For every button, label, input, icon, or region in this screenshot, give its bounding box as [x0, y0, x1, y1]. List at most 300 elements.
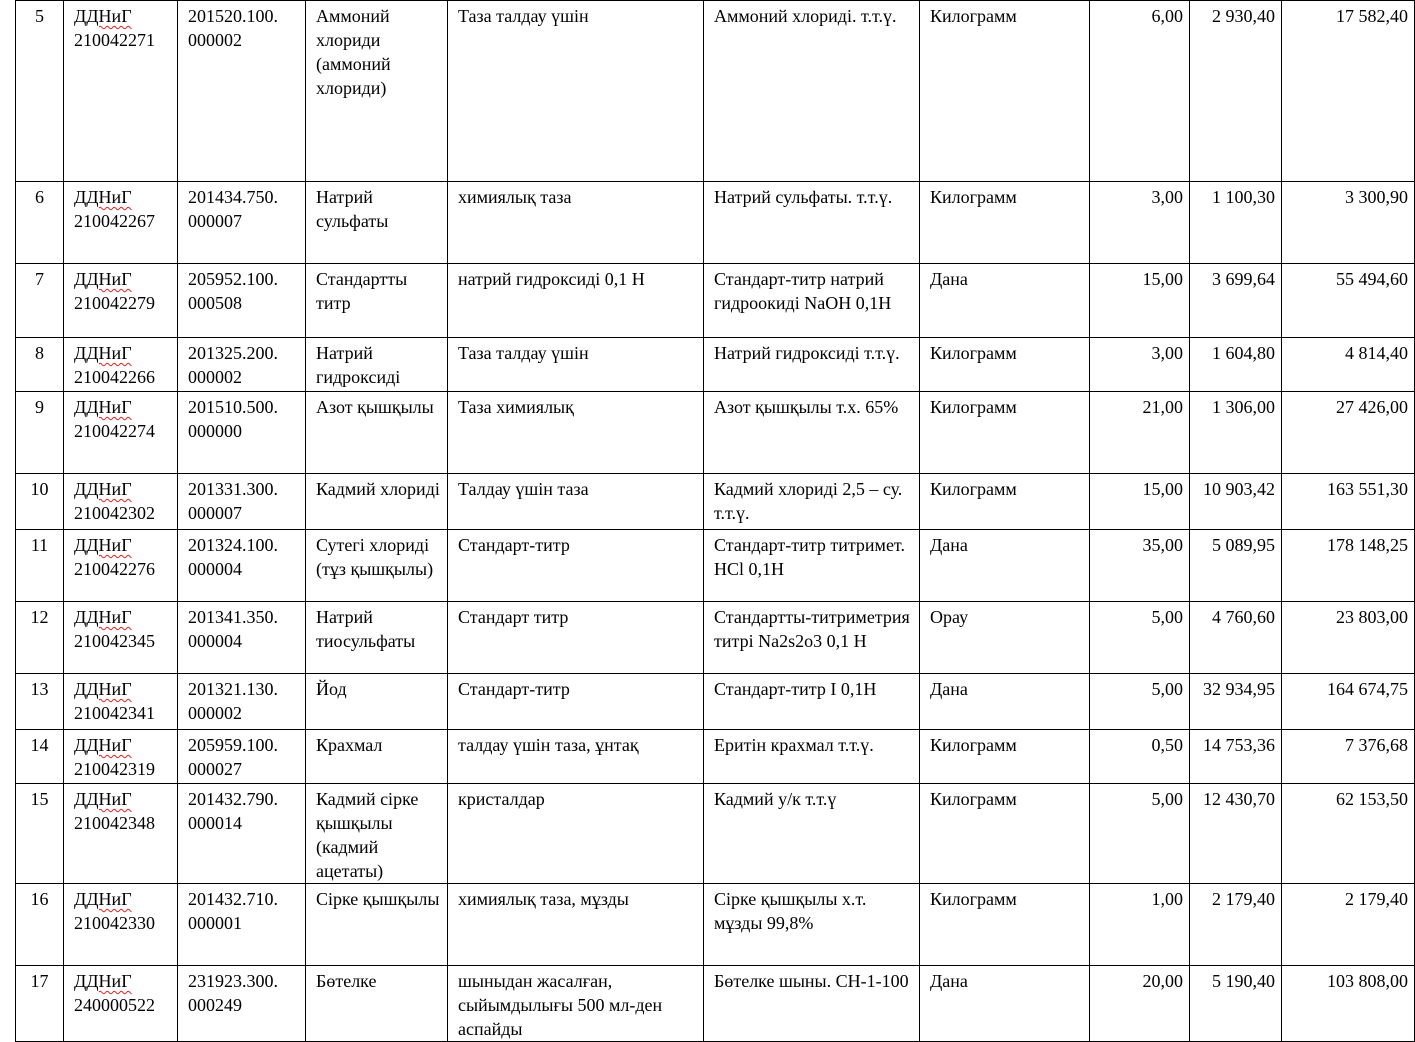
- row-number-cell: [16, 730, 64, 784]
- item-code-cell: [178, 392, 306, 474]
- item-code-part2: 000249: [188, 995, 242, 1015]
- unit-cell: [920, 784, 1090, 884]
- total-sum: 55 494,60: [1336, 269, 1408, 289]
- unit-price: 10 903,42: [1203, 479, 1275, 499]
- item-description: Аммоний хлориді. т.т.ү.: [714, 6, 897, 26]
- item-description: Еритін крахмал т.т.ү.: [714, 735, 874, 755]
- customer-number: 210042267: [74, 211, 155, 231]
- quantity-cell: [1090, 784, 1190, 884]
- item-description: Стандарт-титр титримет. HCl 0,1Н: [714, 535, 905, 579]
- total-sum-cell: [1282, 182, 1415, 264]
- item-name-cell: [306, 966, 448, 1042]
- customer-number: 210042266: [74, 367, 155, 387]
- item-description: Кадмий у/к т.т.ү: [714, 789, 837, 809]
- item-name: Кадмий сірке қышқылы (кадмий ацетаты): [316, 789, 419, 881]
- item-code-part2: 000014: [188, 813, 242, 833]
- customer-code-cell: [64, 602, 178, 674]
- item-code-cell: [178, 730, 306, 784]
- total-sum: 17 582,40: [1336, 6, 1408, 26]
- item-characteristic-cell: [448, 884, 704, 966]
- row-number: 6: [35, 187, 44, 207]
- table-row: [16, 602, 1415, 674]
- customer-code-cell: [64, 674, 178, 730]
- table-row: [16, 182, 1415, 264]
- unit-price-cell: [1190, 338, 1282, 392]
- goods-table: [15, 0, 1415, 1042]
- item-name-cell: [306, 530, 448, 602]
- item-description-cell: [704, 966, 920, 1042]
- customer-abbr: ДДНиГ: [74, 535, 132, 555]
- unit-cell: [920, 602, 1090, 674]
- item-code-part1: 201432.710.: [188, 889, 278, 909]
- item-description: Стандарт-титр натрий гидроокиді NaOH 0,1Н: [714, 269, 892, 313]
- total-sum-cell: [1282, 338, 1415, 392]
- unit: Килограмм: [930, 187, 1017, 207]
- item-code-cell: [178, 784, 306, 884]
- item-code-cell: [178, 338, 306, 392]
- item-description-cell: [704, 602, 920, 674]
- quantity: 5,00: [1151, 789, 1183, 809]
- unit-price-cell: [1190, 1, 1282, 182]
- item-description: Натрий сульфаты. т.т.ү.: [714, 187, 893, 207]
- item-code-cell: [178, 602, 306, 674]
- total-sum: 2 179,40: [1345, 889, 1408, 909]
- item-code-part1: 205952.100.: [188, 269, 278, 289]
- item-name-cell: [306, 392, 448, 474]
- item-code-cell: [178, 1, 306, 182]
- item-name: Аммоний хлориди (аммоний хлориди): [316, 6, 391, 98]
- quantity-cell: [1090, 884, 1190, 966]
- item-code-part1: 201520.100.: [188, 6, 278, 26]
- item-name: Натрий сульфаты: [316, 187, 389, 231]
- item-name: Сутегі хлориді (тұз қышқылы): [316, 535, 434, 579]
- item-characteristic-cell: [448, 730, 704, 784]
- unit: Дана: [930, 269, 968, 289]
- table-row: [16, 530, 1415, 602]
- item-name-cell: [306, 474, 448, 530]
- table-row: [16, 474, 1415, 530]
- item-name-cell: [306, 884, 448, 966]
- total-sum: 164 674,75: [1327, 679, 1408, 699]
- item-description: Азот қышқылы т.х. 65%: [714, 397, 899, 417]
- item-characteristic-cell: [448, 1, 704, 182]
- customer-abbr: ДДНиГ: [74, 789, 132, 809]
- item-name: Бөтелке: [316, 971, 377, 991]
- unit-price: 5 089,95: [1212, 535, 1275, 555]
- item-characteristic: натрий гидроксиді 0,1 Н: [458, 269, 645, 289]
- quantity: 35,00: [1142, 535, 1183, 555]
- item-characteristic-cell: [448, 182, 704, 264]
- item-code-part2: 000027: [188, 759, 242, 779]
- table-row: [16, 264, 1415, 338]
- item-code-part2: 000002: [188, 703, 242, 723]
- item-characteristic: Талдау үшін таза: [458, 479, 589, 499]
- item-code-cell: [178, 474, 306, 530]
- customer-code-cell: [64, 264, 178, 338]
- customer-number: 210042319: [74, 759, 155, 779]
- unit: Орау: [930, 607, 969, 627]
- item-characteristic: Стандарт-титр: [458, 679, 570, 699]
- item-characteristic: талдау үшін таза, ұнтақ: [458, 735, 639, 755]
- item-code-cell: [178, 674, 306, 730]
- item-characteristic-cell: [448, 474, 704, 530]
- unit-cell: [920, 1, 1090, 182]
- unit-price: 12 430,70: [1203, 789, 1275, 809]
- total-sum: 23 803,00: [1336, 607, 1408, 627]
- item-name-cell: [306, 784, 448, 884]
- item-description-cell: [704, 182, 920, 264]
- unit-price: 2 179,40: [1212, 889, 1275, 909]
- row-number-cell: [16, 392, 64, 474]
- table-body: [16, 1, 1415, 1042]
- total-sum-cell: [1282, 1, 1415, 182]
- customer-code-cell: [64, 730, 178, 784]
- item-characteristic: химиялық таза, мұзды: [458, 889, 629, 909]
- quantity: 21,00: [1142, 397, 1183, 417]
- customer-abbr: ДДНиГ: [74, 343, 132, 363]
- unit-price: 3 699,64: [1212, 269, 1275, 289]
- item-code-cell: [178, 966, 306, 1042]
- item-characteristic-cell: [448, 674, 704, 730]
- total-sum-cell: [1282, 264, 1415, 338]
- quantity-cell: [1090, 674, 1190, 730]
- customer-abbr: ДДНиГ: [74, 6, 132, 26]
- item-description-cell: [704, 474, 920, 530]
- row-number-cell: [16, 474, 64, 530]
- row-number-cell: [16, 602, 64, 674]
- row-number-cell: [16, 530, 64, 602]
- quantity-cell: [1090, 338, 1190, 392]
- unit-price-cell: [1190, 966, 1282, 1042]
- unit-cell: [920, 264, 1090, 338]
- item-code-part2: 000004: [188, 631, 242, 651]
- unit: Килограмм: [930, 343, 1017, 363]
- item-code-part1: 201510.500.: [188, 397, 278, 417]
- customer-code-cell: [64, 392, 178, 474]
- table-row: [16, 784, 1415, 884]
- customer-abbr: ДДНиГ: [74, 971, 132, 991]
- total-sum: 62 153,50: [1336, 789, 1408, 809]
- item-characteristic-cell: [448, 530, 704, 602]
- customer-abbr: ДДНиГ: [74, 679, 132, 699]
- item-description-cell: [704, 338, 920, 392]
- total-sum-cell: [1282, 674, 1415, 730]
- total-sum-cell: [1282, 730, 1415, 784]
- item-code-part1: 201324.100.: [188, 535, 278, 555]
- row-number: 16: [30, 889, 49, 909]
- row-number-cell: [16, 884, 64, 966]
- item-code-part1: 201432.790.: [188, 789, 278, 809]
- unit-price-cell: [1190, 182, 1282, 264]
- total-sum-cell: [1282, 392, 1415, 474]
- item-name-cell: [306, 182, 448, 264]
- row-number: 15: [30, 789, 49, 809]
- customer-abbr: ДДНиГ: [74, 187, 132, 207]
- unit-price-cell: [1190, 784, 1282, 884]
- table-row: [16, 730, 1415, 784]
- table-row: [16, 884, 1415, 966]
- table-row: [16, 1, 1415, 182]
- unit: Килограмм: [930, 789, 1017, 809]
- quantity: 6,00: [1151, 6, 1183, 26]
- unit-cell: [920, 182, 1090, 264]
- quantity: 15,00: [1142, 269, 1183, 289]
- unit-cell: [920, 392, 1090, 474]
- item-description-cell: [704, 392, 920, 474]
- unit-price-cell: [1190, 264, 1282, 338]
- item-characteristic-cell: [448, 966, 704, 1042]
- total-sum-cell: [1282, 602, 1415, 674]
- item-code-part1: 201341.350.: [188, 607, 278, 627]
- item-characteristic: шыныдан жасалған, сыйымдылығы 500 мл-ден аспайды: [458, 971, 663, 1039]
- row-number: 5: [35, 6, 44, 26]
- unit: Килограмм: [930, 397, 1017, 417]
- quantity-cell: [1090, 1, 1190, 182]
- item-code-cell: [178, 182, 306, 264]
- customer-code-cell: [64, 530, 178, 602]
- item-name-cell: [306, 730, 448, 784]
- item-code-part2: 000508: [188, 293, 242, 313]
- customer-abbr: ДДНиГ: [74, 607, 132, 627]
- row-number: 17: [30, 971, 49, 991]
- quantity: 5,00: [1151, 607, 1183, 627]
- row-number-cell: [16, 264, 64, 338]
- item-code-part2: 000007: [188, 211, 242, 231]
- item-name: Кадмий хлориді: [316, 479, 440, 499]
- row-number-cell: [16, 784, 64, 884]
- total-sum: 178 148,25: [1327, 535, 1408, 555]
- item-name-cell: [306, 338, 448, 392]
- total-sum: 163 551,30: [1327, 479, 1408, 499]
- item-code-part2: 000002: [188, 30, 242, 50]
- unit-price-cell: [1190, 884, 1282, 966]
- quantity: 5,00: [1151, 679, 1183, 699]
- item-name: Натрий тиосульфаты: [316, 607, 416, 651]
- item-description: Кадмий хлориді 2,5 – су. т.т.ү.: [714, 479, 903, 523]
- row-number-cell: [16, 338, 64, 392]
- total-sum-cell: [1282, 966, 1415, 1042]
- item-name-cell: [306, 1, 448, 182]
- unit-price-cell: [1190, 392, 1282, 474]
- customer-number: 210042302: [74, 503, 155, 523]
- row-number-cell: [16, 674, 64, 730]
- item-code-part2: 000004: [188, 559, 242, 579]
- item-characteristic: Стандарт титр: [458, 607, 569, 627]
- total-sum-cell: [1282, 474, 1415, 530]
- unit-price-cell: [1190, 474, 1282, 530]
- row-number: 10: [30, 479, 49, 499]
- quantity: 1,00: [1151, 889, 1183, 909]
- quantity-cell: [1090, 966, 1190, 1042]
- unit-price-cell: [1190, 530, 1282, 602]
- item-description: Бөтелке шыны. СН-1-100: [714, 971, 909, 991]
- unit-price: 5 190,40: [1212, 971, 1275, 991]
- unit-price: 14 753,36: [1203, 735, 1275, 755]
- customer-abbr: ДДНиГ: [74, 735, 132, 755]
- item-code-cell: [178, 884, 306, 966]
- customer-number: 210042345: [74, 631, 155, 651]
- customer-number: 210042348: [74, 813, 155, 833]
- unit-cell: [920, 884, 1090, 966]
- item-code-cell: [178, 264, 306, 338]
- item-characteristic: Стандарт-титр: [458, 535, 570, 555]
- item-name: Сірке қышқылы: [316, 889, 440, 909]
- total-sum: 103 808,00: [1327, 971, 1408, 991]
- item-code-part1: 201321.130.: [188, 679, 278, 699]
- item-description: Натрий гидроксиді т.т.ү.: [714, 343, 900, 363]
- unit-price-cell: [1190, 674, 1282, 730]
- item-code-part1: 231923.300.: [188, 971, 278, 991]
- customer-code-cell: [64, 784, 178, 884]
- quantity: 3,00: [1151, 187, 1183, 207]
- row-number: 7: [35, 269, 44, 289]
- item-code-part2: 000000: [188, 421, 242, 441]
- item-name-cell: [306, 674, 448, 730]
- unit: Килограмм: [930, 735, 1017, 755]
- quantity: 0,50: [1151, 735, 1183, 755]
- item-characteristic-cell: [448, 392, 704, 474]
- row-number-cell: [16, 1, 64, 182]
- unit-price: 1 604,80: [1212, 343, 1275, 363]
- item-name: Натрий гидроксиді: [316, 343, 401, 387]
- item-description-cell: [704, 884, 920, 966]
- customer-abbr: ДДНиГ: [74, 479, 132, 499]
- unit-price: 2 930,40: [1212, 6, 1275, 26]
- table-row: [16, 338, 1415, 392]
- unit: Килограмм: [930, 889, 1017, 909]
- item-characteristic-cell: [448, 602, 704, 674]
- item-name: Крахмал: [316, 735, 383, 755]
- row-number-cell: [16, 182, 64, 264]
- customer-code-cell: [64, 182, 178, 264]
- customer-code-cell: [64, 884, 178, 966]
- unit: Килограмм: [930, 479, 1017, 499]
- customer-code-cell: [64, 474, 178, 530]
- item-code-part1: 201331.300.: [188, 479, 278, 499]
- row-number: 13: [30, 679, 49, 699]
- unit: Килограмм: [930, 6, 1017, 26]
- item-name: Азот қышқылы: [316, 397, 434, 417]
- item-description-cell: [704, 730, 920, 784]
- item-code-part1: 201434.750.: [188, 187, 278, 207]
- item-code-part2: 000007: [188, 503, 242, 523]
- item-code-part1: 205959.100.: [188, 735, 278, 755]
- customer-code-cell: [64, 1, 178, 182]
- quantity: 15,00: [1142, 479, 1183, 499]
- unit-cell: [920, 730, 1090, 784]
- unit-price: 1 306,00: [1212, 397, 1275, 417]
- unit-price: 4 760,60: [1212, 607, 1275, 627]
- item-characteristic-cell: [448, 338, 704, 392]
- customer-number: 210042271: [74, 30, 155, 50]
- unit-price-cell: [1190, 602, 1282, 674]
- row-number: 11: [30, 535, 49, 555]
- row-number: 8: [35, 343, 44, 363]
- customer-number: 210042276: [74, 559, 155, 579]
- row-number: 12: [30, 607, 49, 627]
- item-description: Стандарт-титр I 0,1Н: [714, 679, 877, 699]
- total-sum: 4 814,40: [1345, 343, 1408, 363]
- customer-number: 210042274: [74, 421, 155, 441]
- quantity-cell: [1090, 530, 1190, 602]
- customer-abbr: ДДНиГ: [74, 269, 132, 289]
- item-description-cell: [704, 530, 920, 602]
- total-sum-cell: [1282, 784, 1415, 884]
- unit: Дана: [930, 679, 968, 699]
- quantity-cell: [1090, 392, 1190, 474]
- customer-number: 210042341: [74, 703, 155, 723]
- quantity: 20,00: [1142, 971, 1183, 991]
- customer-number: 210042279: [74, 293, 155, 313]
- item-code-part1: 201325.200.: [188, 343, 278, 363]
- item-description-cell: [704, 784, 920, 884]
- unit-price-cell: [1190, 730, 1282, 784]
- row-number-cell: [16, 966, 64, 1042]
- unit-price: 1 100,30: [1212, 187, 1275, 207]
- customer-code-cell: [64, 966, 178, 1042]
- row-number: 9: [35, 397, 44, 417]
- customer-abbr: ДДНиГ: [74, 889, 132, 909]
- quantity: 3,00: [1151, 343, 1183, 363]
- total-sum-cell: [1282, 530, 1415, 602]
- item-characteristic: Таза талдау үшін: [458, 343, 589, 363]
- item-description-cell: [704, 264, 920, 338]
- item-name: Стандартты титр: [316, 269, 408, 313]
- item-characteristic: кристалдар: [458, 789, 545, 809]
- item-characteristic: Таза талдау үшін: [458, 6, 589, 26]
- total-sum-cell: [1282, 884, 1415, 966]
- unit-price: 32 934,95: [1203, 679, 1275, 699]
- customer-number: 210042330: [74, 913, 155, 933]
- table-row: [16, 674, 1415, 730]
- item-characteristic: Таза химиялық: [458, 397, 574, 417]
- item-description-cell: [704, 1, 920, 182]
- unit-cell: [920, 674, 1090, 730]
- item-description-cell: [704, 674, 920, 730]
- row-number: 14: [30, 735, 49, 755]
- item-characteristic: химиялық таза: [458, 187, 572, 207]
- item-name-cell: [306, 264, 448, 338]
- item-code-cell: [178, 530, 306, 602]
- customer-code-cell: [64, 338, 178, 392]
- item-description: Сірке қышқылы х.т. мұзды 99,8%: [714, 889, 867, 933]
- item-code-part2: 000002: [188, 367, 242, 387]
- quantity-cell: [1090, 474, 1190, 530]
- item-description: Стандартты-титриметрия титрі Na2s2o3 0,1 Н: [714, 607, 910, 651]
- unit-cell: [920, 530, 1090, 602]
- unit: Дана: [930, 535, 968, 555]
- quantity-cell: [1090, 182, 1190, 264]
- total-sum: 3 300,90: [1345, 187, 1408, 207]
- quantity-cell: [1090, 730, 1190, 784]
- item-name: Йод: [316, 679, 347, 699]
- table-row: [16, 966, 1415, 1042]
- total-sum: 27 426,00: [1336, 397, 1408, 417]
- item-code-part2: 000001: [188, 913, 242, 933]
- customer-abbr: ДДНиГ: [74, 397, 132, 417]
- table-row: [16, 392, 1415, 474]
- customer-number: 240000522: [74, 995, 155, 1015]
- total-sum: 7 376,68: [1345, 735, 1408, 755]
- quantity-cell: [1090, 602, 1190, 674]
- item-name-cell: [306, 602, 448, 674]
- item-characteristic-cell: [448, 264, 704, 338]
- unit: Дана: [930, 971, 968, 991]
- quantity-cell: [1090, 264, 1190, 338]
- unit-cell: [920, 474, 1090, 530]
- item-characteristic-cell: [448, 784, 704, 884]
- unit-cell: [920, 966, 1090, 1042]
